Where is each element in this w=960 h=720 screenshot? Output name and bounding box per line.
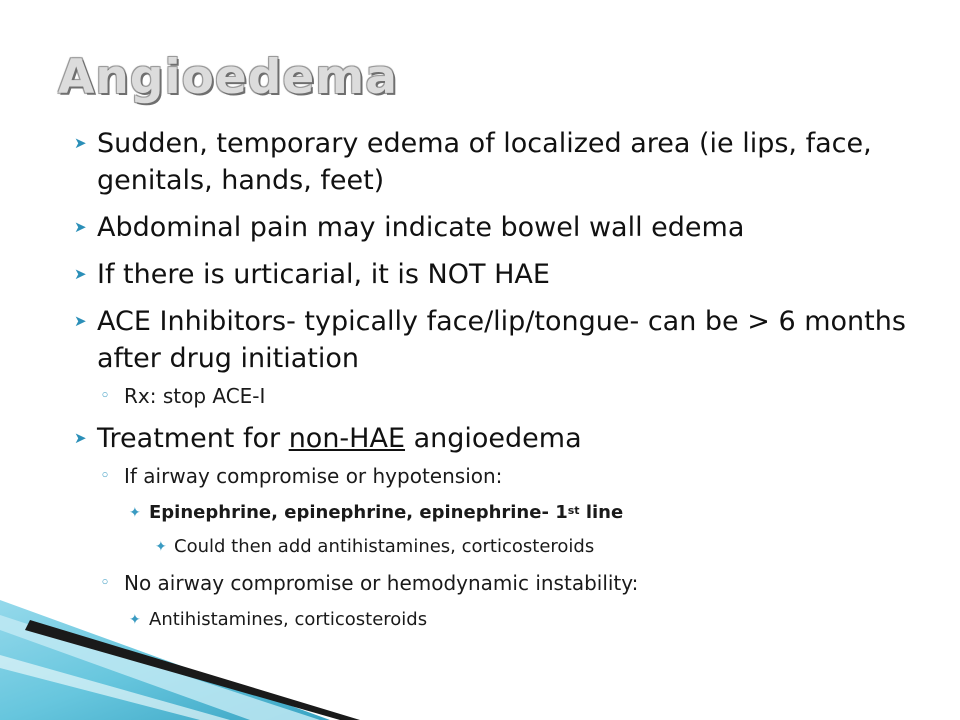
arrow-right-icon: ➤ [74, 312, 87, 330]
sub-sub-bullet-item [72, 500, 952, 526]
bullet-text: Sudden, temporary edema of localized area (ie lips, face, genitals, hands, feet) [97, 128, 872, 196]
sub-bullet-text: No airway compromise or hemodynamic instability: [124, 571, 639, 595]
arrow-right-icon: ➤ [74, 429, 87, 447]
bullet-item [72, 256, 952, 293]
corner-decoration [0, 560, 960, 720]
bullet-item [72, 303, 952, 377]
bullet-item [72, 209, 952, 246]
bullet-text: If there is urticarial, it is NOT HAE [97, 259, 550, 290]
bullet-text-suffix: angioedema [405, 423, 582, 454]
sub-sub-bullet-text: Epinephrine, epinephrine, epinephrine- 1 [149, 502, 568, 523]
arrow-right-icon: ➤ [74, 134, 87, 152]
sub-bullet-item [72, 381, 952, 411]
ring-icon: ◦ [100, 573, 111, 593]
arrow-right-icon: ➤ [74, 265, 87, 283]
bullet-item [72, 125, 952, 199]
bullet-text-underlined: non-HAE [288, 423, 406, 454]
sub-sub-bullet-tail: line [579, 502, 624, 523]
sub-bullet-item [72, 461, 952, 491]
level4-bullet-item [72, 534, 952, 560]
level4-bullet-text: Could then add antihistamines, corticosteroids [174, 536, 595, 557]
ring-icon: ◦ [100, 386, 111, 406]
sub-bullet-text: Rx: stop ACE-I [124, 384, 266, 408]
sub-sub-bullet-text: Antihistamines, corticosteroids [149, 609, 428, 630]
bullet-item [72, 420, 952, 457]
diamond-star-icon: ✦ [129, 612, 141, 628]
bullet-text-prefix: Treatment for [97, 423, 289, 454]
arrow-right-icon: ➤ [74, 218, 87, 236]
sub-bullet-text: If airway compromise or hypotension: [124, 464, 503, 488]
diamond-star-icon: ✦ [129, 505, 141, 521]
superscript-ordinal: st [567, 504, 580, 517]
bullet-text: ACE Inhibitors- typically face/lip/tongue- can be > 6 months after drug initiation [97, 306, 906, 374]
bullet-text: Abdominal pain may indicate bowel wall edema [97, 212, 745, 243]
slide-title: Angioedema [58, 50, 398, 105]
ring-icon: ◦ [100, 466, 111, 486]
diamond-star-icon: ✦ [155, 539, 167, 555]
